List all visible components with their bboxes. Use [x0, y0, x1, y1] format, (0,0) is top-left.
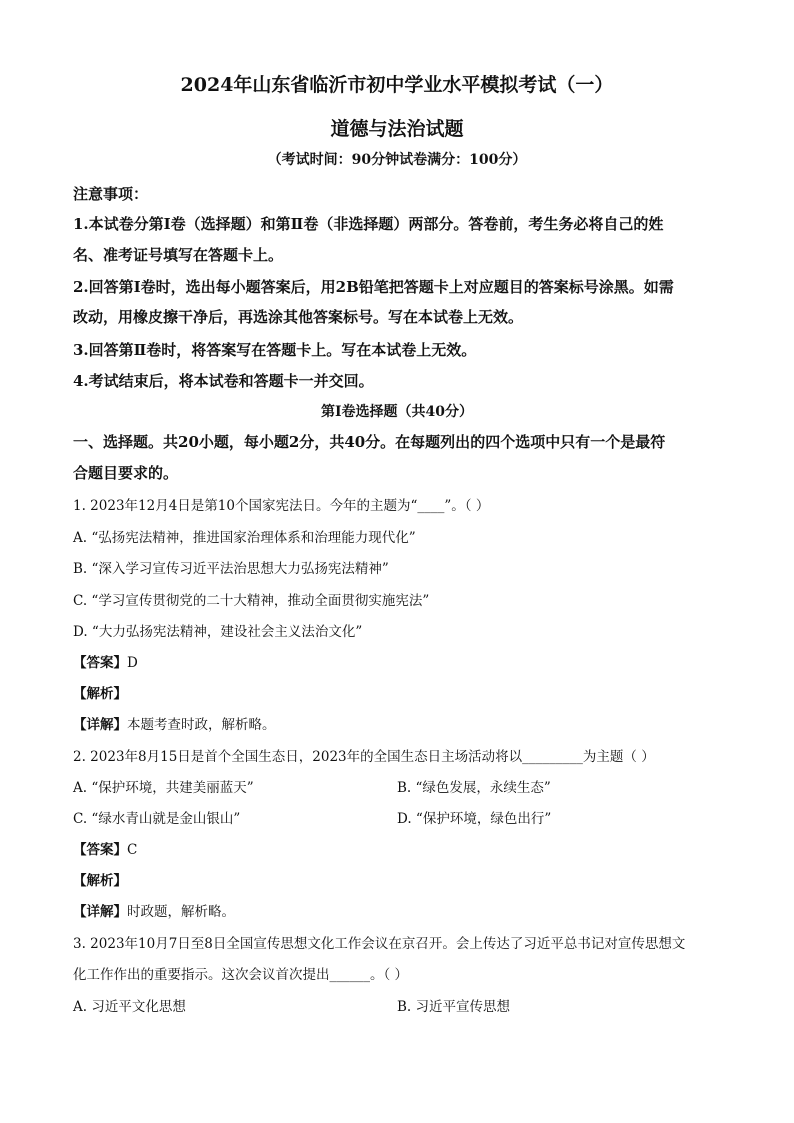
notice-line: 改动，用橡皮擦干净后，再选涂其他答案标号。写在本试卷上无效。 [73, 308, 524, 326]
notice-heading: 注意事项： [73, 185, 149, 203]
detail-text: 本题考查时政，解析略。 [127, 717, 276, 733]
section-instruction: 合题目要求的。 [73, 464, 179, 482]
question-stem: 2. 2023年8月15日是首个全国生态日，2023年的全国生态日主场活动将以_________为主题（ ） [73, 749, 655, 765]
option-b: B. “深入学习宣传习近平法治思想大力弘扬宪法精神” [73, 561, 389, 577]
analysis-label: 【解析】 [73, 873, 127, 889]
answer-label: 【答案】 [73, 655, 127, 671]
option-a: A. “保护环境，共建美丽蓝天” [73, 780, 254, 796]
answer-line [73, 838, 137, 858]
option-b: B. 习近平宣传思想 [397, 999, 511, 1015]
detail-line [73, 900, 235, 920]
analysis-line [73, 682, 127, 702]
notice-line: 3.回答第Ⅱ卷时，将答案写在答题卡上。写在本试卷上无效。 [73, 341, 477, 359]
exam-title: 2024年山东省临沂市初中学业水平模拟考试（一） [180, 74, 614, 96]
section-title: 第Ⅰ卷选择题（共40分） [320, 404, 474, 420]
detail-line [73, 713, 276, 733]
option-d: D. “保护环境，绿色出行” [397, 811, 552, 827]
question-stem: 化工作作出的重要指示。这次会议首次提出______。（ ） [73, 967, 409, 983]
option-d: D. “大力弘扬宪法精神，建设社会主义法治文化” [73, 624, 363, 640]
analysis-label: 【解析】 [73, 686, 127, 702]
notice-line: 名、准考证号填写在答题卡上。 [73, 246, 284, 264]
option-a: A. “弘扬宪法精神，推进国家治理体系和治理能力现代化” [73, 530, 416, 546]
subject-title: 道德与法治试题 [330, 118, 464, 140]
question-stem: 1. 2023年12月4日是第10个国家宪法日。今年的主题为“____”。（ ） [73, 498, 490, 514]
option-b: B. “绿色发展，永续生态” [397, 780, 551, 796]
exam-info: （考试时间：90分钟试卷满分：100分） [267, 152, 527, 168]
notice-line: 4.考试结束后，将本试卷和答题卡一并交回。 [73, 372, 374, 390]
option-c: C. “学习宣传贯彻党的二十大精神，推动全面贯彻实施宪法” [73, 593, 430, 609]
notice-line: 1.本试卷分第Ⅰ卷（选择题）和第Ⅱ卷（非选择题）两部分。答卷前，考生务必将自己的姓 [73, 215, 664, 233]
option-a: A. 习近平文化思想 [73, 999, 186, 1015]
section-instruction: 一、选择题。共20小题，每小题2分，共40分。在每题列出的四个选项中只有一个是最符 [73, 433, 666, 451]
answer-value: C [127, 842, 138, 858]
answer-label: 【答案】 [73, 842, 127, 858]
detail-text: 时政题，解析略。 [127, 904, 235, 920]
notice-line: 2.回答第Ⅰ卷时，选出每小题答案后，用2B铅笔把答题卡上对应题目的答案标号涂黑。如需 [73, 278, 674, 296]
question-stem: 3. 2023年10月7日至8日全国宣传思想文化工作会议在京召开。会上传达了习近平总书记对宣传思想文 [73, 936, 686, 952]
analysis-line [73, 869, 127, 889]
detail-label: 【详解】 [73, 904, 127, 920]
option-c: C. “绿水青山就是金山银山” [73, 811, 241, 827]
answer-value: D [127, 655, 138, 671]
detail-label: 【详解】 [73, 717, 127, 733]
answer-line [73, 651, 138, 671]
